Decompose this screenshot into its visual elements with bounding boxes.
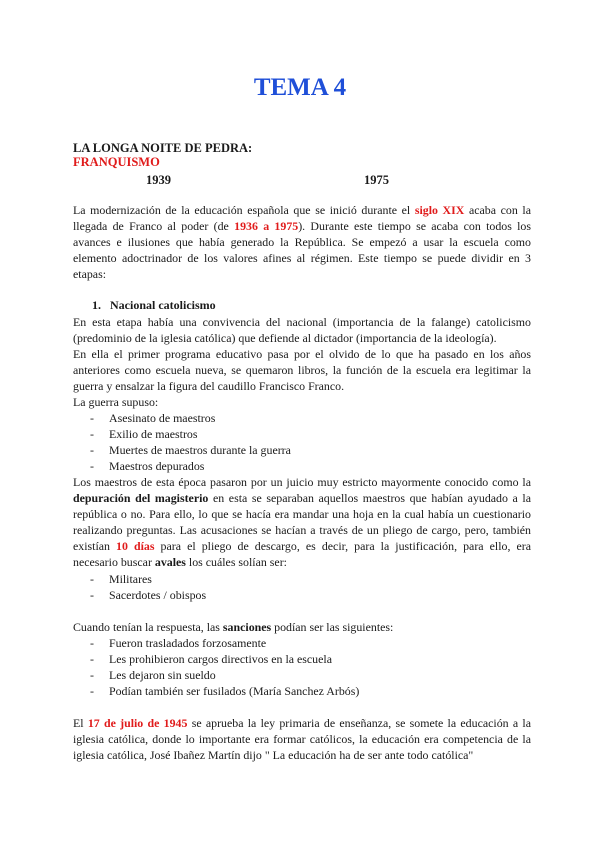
list-item: - Les dejaron sin sueldo (73, 667, 359, 683)
year-end: 1975 (364, 173, 389, 187)
sanciones-list (73, 635, 359, 699)
section-heading: 1. Nacional catolicismo (92, 298, 216, 312)
section-paragraph-2: En ella el primer programa educativo pasa por el olvido de lo que ha pasado en los años anteriores como escuela nueva, se quemaron libros, la función de la escuela era legitimar la guerra y ensalzar la figura del caudillo Francisco Franco. (73, 347, 531, 394)
depuracion-paragraph: Los maestros de esta época pasaron por un juicio muy estricto mayormente conocido como la depuración del magisterio en esta se separaban aquellos maestros que habían ayudado a la república o no. Para ello, lo que se hacía era mandar una hoja en la cual había un cuestionario realizando preguntas. Las acusaciones se hacían a través de un pliego de cargo, pero, también existían 10 días para el pliego de descargo, es decir, para la justificación, para ello, era necesario buscar avales los cuáles solían ser: (73, 475, 532, 570)
avales-list (73, 571, 206, 603)
sanciones-intro: Cuando tenían la respuesta, las sanciones podían ser las siguientes: (73, 620, 394, 634)
page-title: TEMA 4 (253, 74, 347, 101)
ley-paragraph: El 17 de julio de 1945 se aprueba la ley primaria de enseñanza, se somete la educación a la iglesia católica, donde lo importante era formar católicos, la educación era competencia de la iglesia católica, José Ibañez Martín dijo " La educación ha de ser ante todo católica" (73, 716, 531, 763)
list-item: - Sacerdotes / obispos (73, 587, 206, 603)
section-paragraph: En esta etapa había una convivencia del nacional (importancia de la falange) catolicismo (predominio de la iglesia católica) que defiende al dictador (importancia de la ideología). (73, 315, 531, 346)
year-start: 1939 (146, 173, 171, 187)
list-item: - Militares (73, 571, 206, 587)
list-item: - Exilio de maestros (73, 426, 291, 442)
war-list (73, 410, 291, 474)
subtitle-franquismo: FRANQUISMO (73, 155, 160, 169)
subtitle: LA LONGA NOITE DE PEDRA: (73, 141, 253, 155)
list-item: - Podían también ser fusilados (María Sanchez Arbós) (73, 683, 359, 699)
list-item: - Asesinato de maestros (73, 410, 291, 426)
list-item: - Les prohibieron cargos directivos en la escuela (73, 651, 359, 667)
list-item: - Maestros depurados (73, 458, 291, 474)
list-item: - Fueron trasladados forzosamente (73, 635, 359, 651)
list-item: - Muertes de maestros durante la guerra (73, 442, 291, 458)
war-intro: La guerra supuso: (73, 395, 159, 409)
intro-paragraph: La modernización de la educación española que se inició durante el siglo XIX acaba con la llegada de Franco al poder (de 1936 a 1975). Durante este tiempo se acaba con todos los avances e ilusiones que había generado la República. Se empezó a usar la escuela como elemento adoctrinador de los valores afines al régimen. Este tiempo se puede dividir en 3 etapas: (73, 203, 531, 282)
